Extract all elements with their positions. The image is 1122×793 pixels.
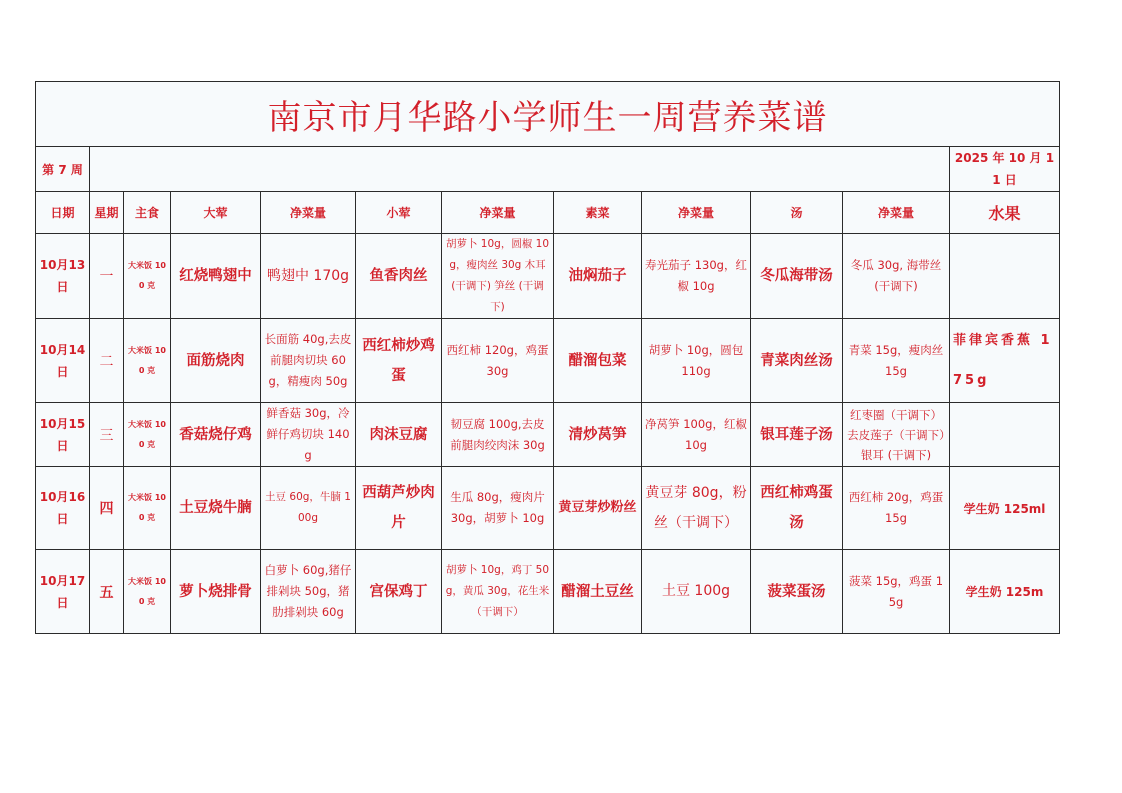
row-side-dish: 肉沫豆腐 — [356, 403, 442, 467]
row-soup: 西红柿鸡蛋汤 — [751, 467, 843, 550]
row-main-dish: 红烧鸭翅中 — [171, 234, 261, 319]
row-weekday: 二 — [90, 319, 124, 403]
row-date: 10月17日 — [36, 550, 90, 634]
header-soup: 汤 — [751, 192, 843, 234]
row-soup-weight: 冬瓜 30g, 海带丝 (干调下) — [843, 234, 950, 319]
header-staple: 主食 — [124, 192, 171, 234]
row-side-dish: 鱼香肉丝 — [356, 234, 442, 319]
row-staple: 大米饭 100 克 — [124, 467, 171, 550]
row-main-weight: 土豆 60g，牛腩 100g — [261, 467, 356, 550]
row-side-weight: 胡萝卜 10g，圆椒 10g，瘦肉丝 30g 木耳 (干调下) 笋丝 (干调下) — [442, 234, 554, 319]
row-soup-weight: 西红柿 20g，鸡蛋 15g — [843, 467, 950, 550]
row-soup-weight: 菠菜 15g，鸡蛋 15g — [843, 550, 950, 634]
header-date: 日期 — [36, 192, 90, 234]
row-veg-dish: 黄豆芽炒粉丝 — [554, 467, 642, 550]
row-main-weight: 鲜香菇 30g，冷鲜仔鸡切块 140g — [261, 403, 356, 467]
page-title: 南京市月华路小学师生一周营养菜谱 — [36, 82, 1060, 147]
row-side-weight: 生瓜 80g，瘦肉片 30g，胡萝卜 10g — [442, 467, 554, 550]
menu-table — [35, 81, 1060, 634]
row-main-dish: 香菇烧仔鸡 — [171, 403, 261, 467]
table-row — [36, 234, 1060, 319]
row-side-dish: 宫保鸡丁 — [356, 550, 442, 634]
row-veg-dish: 油焖茄子 — [554, 234, 642, 319]
week-label: 第 7 周 — [36, 147, 90, 192]
row-soup: 青菜肉丝汤 — [751, 319, 843, 403]
row-fruit: 菲律宾香蕉 175g — [950, 319, 1060, 403]
row-staple: 大米饭 100 克 — [124, 403, 171, 467]
row-veg-weight: 胡萝卜 10g，圆包 110g — [642, 319, 751, 403]
table-row — [36, 467, 1060, 550]
row-fruit: 学生奶 125m — [950, 550, 1060, 634]
row-veg-dish: 醋溜土豆丝 — [554, 550, 642, 634]
row-weekday: 五 — [90, 550, 124, 634]
row-soup: 菠菜蛋汤 — [751, 550, 843, 634]
row-side-dish: 西红柿炒鸡蛋 — [356, 319, 442, 403]
row-main-dish: 萝卜烧排骨 — [171, 550, 261, 634]
row-soup: 银耳莲子汤 — [751, 403, 843, 467]
row-veg-dish: 醋溜包菜 — [554, 319, 642, 403]
row-soup: 冬瓜海带汤 — [751, 234, 843, 319]
row-side-weight: 胡萝卜 10g，鸡丁 50g，黄瓜 30g，花生米（干调下） — [442, 550, 554, 634]
row-main-dish: 土豆烧牛腩 — [171, 467, 261, 550]
header-weekday: 星期 — [90, 192, 124, 234]
header-soup-weight: 净菜量 — [843, 192, 950, 234]
row-main-weight: 白萝卜 60g,猪仔排剁块 50g，猪肋排剁块 60g — [261, 550, 356, 634]
row-weekday: 三 — [90, 403, 124, 467]
header-side-weight: 净菜量 — [442, 192, 554, 234]
table-row — [36, 403, 1060, 467]
row-side-weight: 韧豆腐 100g,去皮前腿肉绞肉沫 30g — [442, 403, 554, 467]
row-staple: 大米饭 100 克 — [124, 550, 171, 634]
row-main-weight: 鸭翅中 170g — [261, 234, 356, 319]
row-soup-weight: 红枣圈（干调下）去皮莲子（干调下）银耳 (干调下) — [843, 403, 950, 467]
table-row — [36, 319, 1060, 403]
row-fruit — [950, 234, 1060, 319]
header-side-dish: 小荤 — [356, 192, 442, 234]
table-row — [36, 550, 1060, 634]
header-main-weight: 净菜量 — [261, 192, 356, 234]
header-fruit: 水果 — [950, 192, 1060, 234]
row-main-dish: 面筋烧肉 — [171, 319, 261, 403]
row-weekday: 一 — [90, 234, 124, 319]
row-date: 10月15日 — [36, 403, 90, 467]
row-side-weight: 西红柿 120g，鸡蛋 30g — [442, 319, 554, 403]
row-side-dish: 西葫芦炒肉片 — [356, 467, 442, 550]
row-fruit — [950, 403, 1060, 467]
info-blank — [90, 147, 950, 192]
row-date: 10月16日 — [36, 467, 90, 550]
row-staple: 大米饭 100 克 — [124, 319, 171, 403]
row-fruit: 学生奶 125ml — [950, 467, 1060, 550]
row-main-weight: 长面筋 40g,去皮前腿肉切块 60g，精瘦肉 50g — [261, 319, 356, 403]
date-label: 2025 年 10 月 11 日 — [950, 147, 1060, 192]
row-veg-weight: 土豆 100g — [642, 550, 751, 634]
row-soup-weight: 青菜 15g，瘦肉丝 15g — [843, 319, 950, 403]
header-main-dish: 大荤 — [171, 192, 261, 234]
header-veg-weight: 净菜量 — [642, 192, 751, 234]
header-row — [36, 192, 1060, 234]
row-veg-dish: 清炒莴笋 — [554, 403, 642, 467]
row-staple: 大米饭 100 克 — [124, 234, 171, 319]
row-veg-weight: 净莴笋 100g，红椒 10g — [642, 403, 751, 467]
row-veg-weight: 寿光茄子 130g，红椒 10g — [642, 234, 751, 319]
header-veg-dish: 素菜 — [554, 192, 642, 234]
row-date: 10月13日 — [36, 234, 90, 319]
row-weekday: 四 — [90, 467, 124, 550]
row-veg-weight: 黄豆芽 80g，粉丝（干调下） — [642, 467, 751, 550]
row-date: 10月14日 — [36, 319, 90, 403]
